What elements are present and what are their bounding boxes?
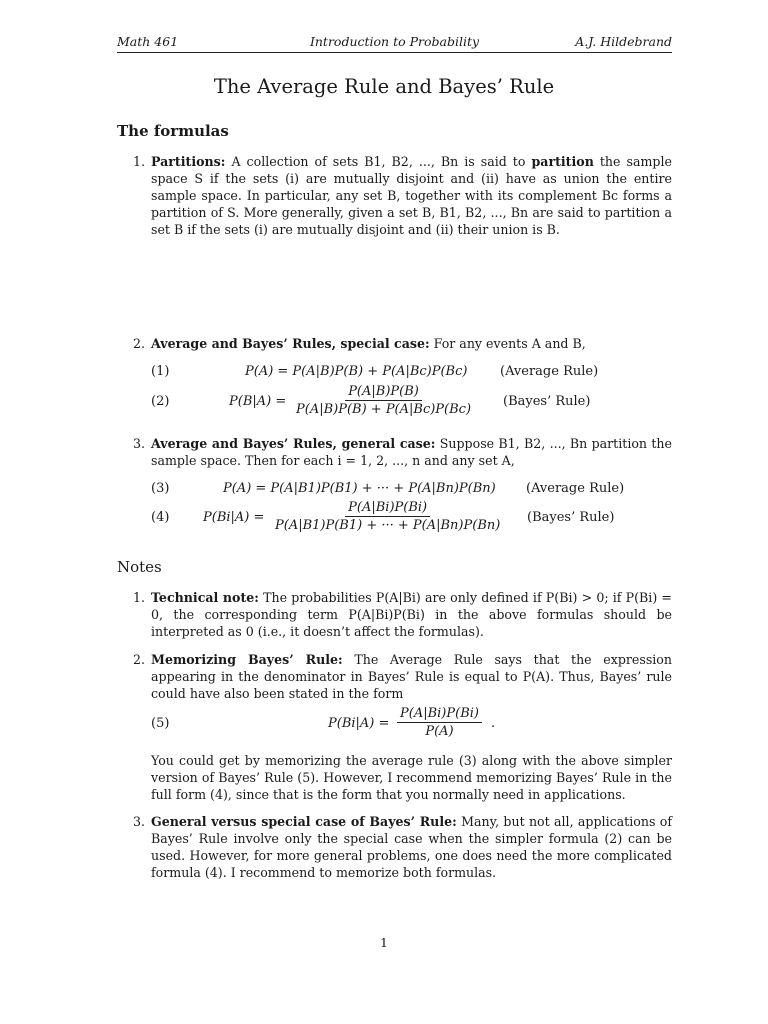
- item-text-2: the sample space S if the sets (i) are mutually disjoint and (ii) have as union the entire sample space. In particular, any set B, together with its complement Bc forms a partition of S. More generally, given a set B, B1, B2, ..., Bn are said to partition a set B if the sets (i) are mutually disjoint and (ii) their union is B.: [151, 154, 672, 237]
- formula-item-general-case: [117, 435, 672, 469]
- document-title: The Average Rule and Bayes’ Rule: [213, 75, 555, 98]
- equation-lhs: P(Bi|A) =: [203, 510, 265, 525]
- formula-item-partitions: [117, 153, 672, 238]
- item-text: You could get by memorizing the average rule (3) along with the above simpler version of Bayes’ Rule (5). However, I recommend memorizing Bayes’ Rule in the full form (4), since that is the form that you normally need in applications.: [151, 753, 672, 802]
- equation-1: [117, 364, 672, 384]
- fraction-numerator: P(A|B)P(B): [345, 384, 422, 401]
- note-memorizing: [117, 651, 672, 702]
- item-number: 2.: [133, 336, 146, 351]
- note-memorizing-continued: [117, 752, 672, 803]
- header-subject: Introduction to Probability: [309, 34, 480, 49]
- equation-tag: (1): [151, 364, 170, 379]
- equation-label: (Average Rule): [500, 364, 599, 379]
- equation-tag: (4): [151, 510, 170, 525]
- equation-label: (Average Rule): [526, 481, 625, 496]
- item-text: For any events A and B,: [433, 336, 586, 351]
- fraction-denominator: P(A|B)P(B) + P(A|Bc)P(Bc): [296, 402, 472, 417]
- item-number: 1.: [133, 154, 146, 169]
- item-text: Suppose B1, B2, ..., Bn partition the sample space. Then for each i = 1, 2, ..., n and any set A,: [151, 436, 672, 468]
- equation-fraction: [293, 384, 474, 417]
- item-number: 3.: [133, 436, 146, 451]
- item-text: Many, but not all, applications of Bayes’ Rule involve only the special case when the simpler formula (2) can be used. However, for more general problems, one does need the more complicated formula (4). I recommend to memorize both formulas.: [151, 814, 672, 880]
- item-lead: Partitions:: [151, 154, 226, 169]
- formula-item-special-case: [117, 335, 672, 352]
- item-number: 2.: [133, 652, 146, 667]
- equation-4: [117, 500, 672, 540]
- fraction-denominator: P(A|B1)P(B1) + ··· + P(A|Bn)P(Bn): [275, 518, 501, 533]
- equation-lhs: P(Bi|A) =: [328, 716, 390, 731]
- equation-tag: (2): [151, 394, 170, 409]
- item-text: The Average Rule says that the expression appearing in the denominator in Bayes’ Rule is equal to P(A). Thus, Bayes’ rule could have also been stated in the form: [151, 652, 672, 701]
- item-text: The probabilities P(A|Bi) are only defined if P(Bi) > 0; if P(Bi) = 0, the corresponding term P(A|Bi)P(Bi) in the above formulas should be interpreted as 0 (i.e., it doesn’t affect the formulas).: [151, 590, 672, 639]
- section-heading-notes: Notes: [117, 558, 162, 576]
- equation-label: (Bayes’ Rule): [503, 394, 591, 409]
- running-header: [117, 34, 672, 52]
- header-course: Math 461: [117, 34, 179, 49]
- item-lead: Technical note:: [151, 590, 259, 605]
- fraction-numerator: P(A|Bi)P(Bi): [397, 706, 482, 723]
- equation-fraction: [397, 706, 482, 739]
- item-lead: Memorizing Bayes’ Rule:: [151, 652, 343, 667]
- item-lead: Average and Bayes’ Rules, special case:: [151, 336, 430, 351]
- equation-tag: (5): [151, 716, 170, 731]
- item-number: 3.: [133, 814, 146, 829]
- item-text-1: A collection of sets B1, B2, ..., Bn is said to: [231, 154, 526, 169]
- header-rule: [117, 52, 672, 53]
- page-number: 1: [380, 935, 388, 950]
- equation-5: [117, 706, 672, 746]
- equation-fraction: [272, 500, 503, 533]
- fraction-numerator: P(A|Bi)P(Bi): [345, 500, 430, 517]
- section-heading-formulas: The formulas: [117, 122, 229, 140]
- item-bold-word: partition: [531, 154, 594, 169]
- equation-lhs: P(B|A) =: [229, 394, 287, 409]
- equation-expression: P(A) = P(A|B1)P(B1) + ··· + P(A|Bn)P(Bn): [223, 481, 496, 496]
- note-technical: [117, 589, 672, 640]
- equation-expression: P(A) = P(A|B)P(B) + P(A|Bc)P(Bc): [245, 364, 468, 379]
- item-lead: Average and Bayes’ Rules, general case:: [151, 436, 436, 451]
- equation-3: [117, 481, 672, 501]
- fraction-denominator: P(A): [425, 724, 454, 739]
- item-number: 1.: [133, 590, 146, 605]
- note-general-vs-special: [117, 813, 672, 881]
- header-author: A.J. Hildebrand: [575, 34, 672, 49]
- equation-label: (Bayes’ Rule): [527, 510, 615, 525]
- equation-2: [117, 384, 672, 424]
- item-lead: General versus special case of Bayes’ Rule:: [151, 814, 457, 829]
- equation-tag: (3): [151, 481, 170, 496]
- equation-period: .: [491, 716, 496, 731]
